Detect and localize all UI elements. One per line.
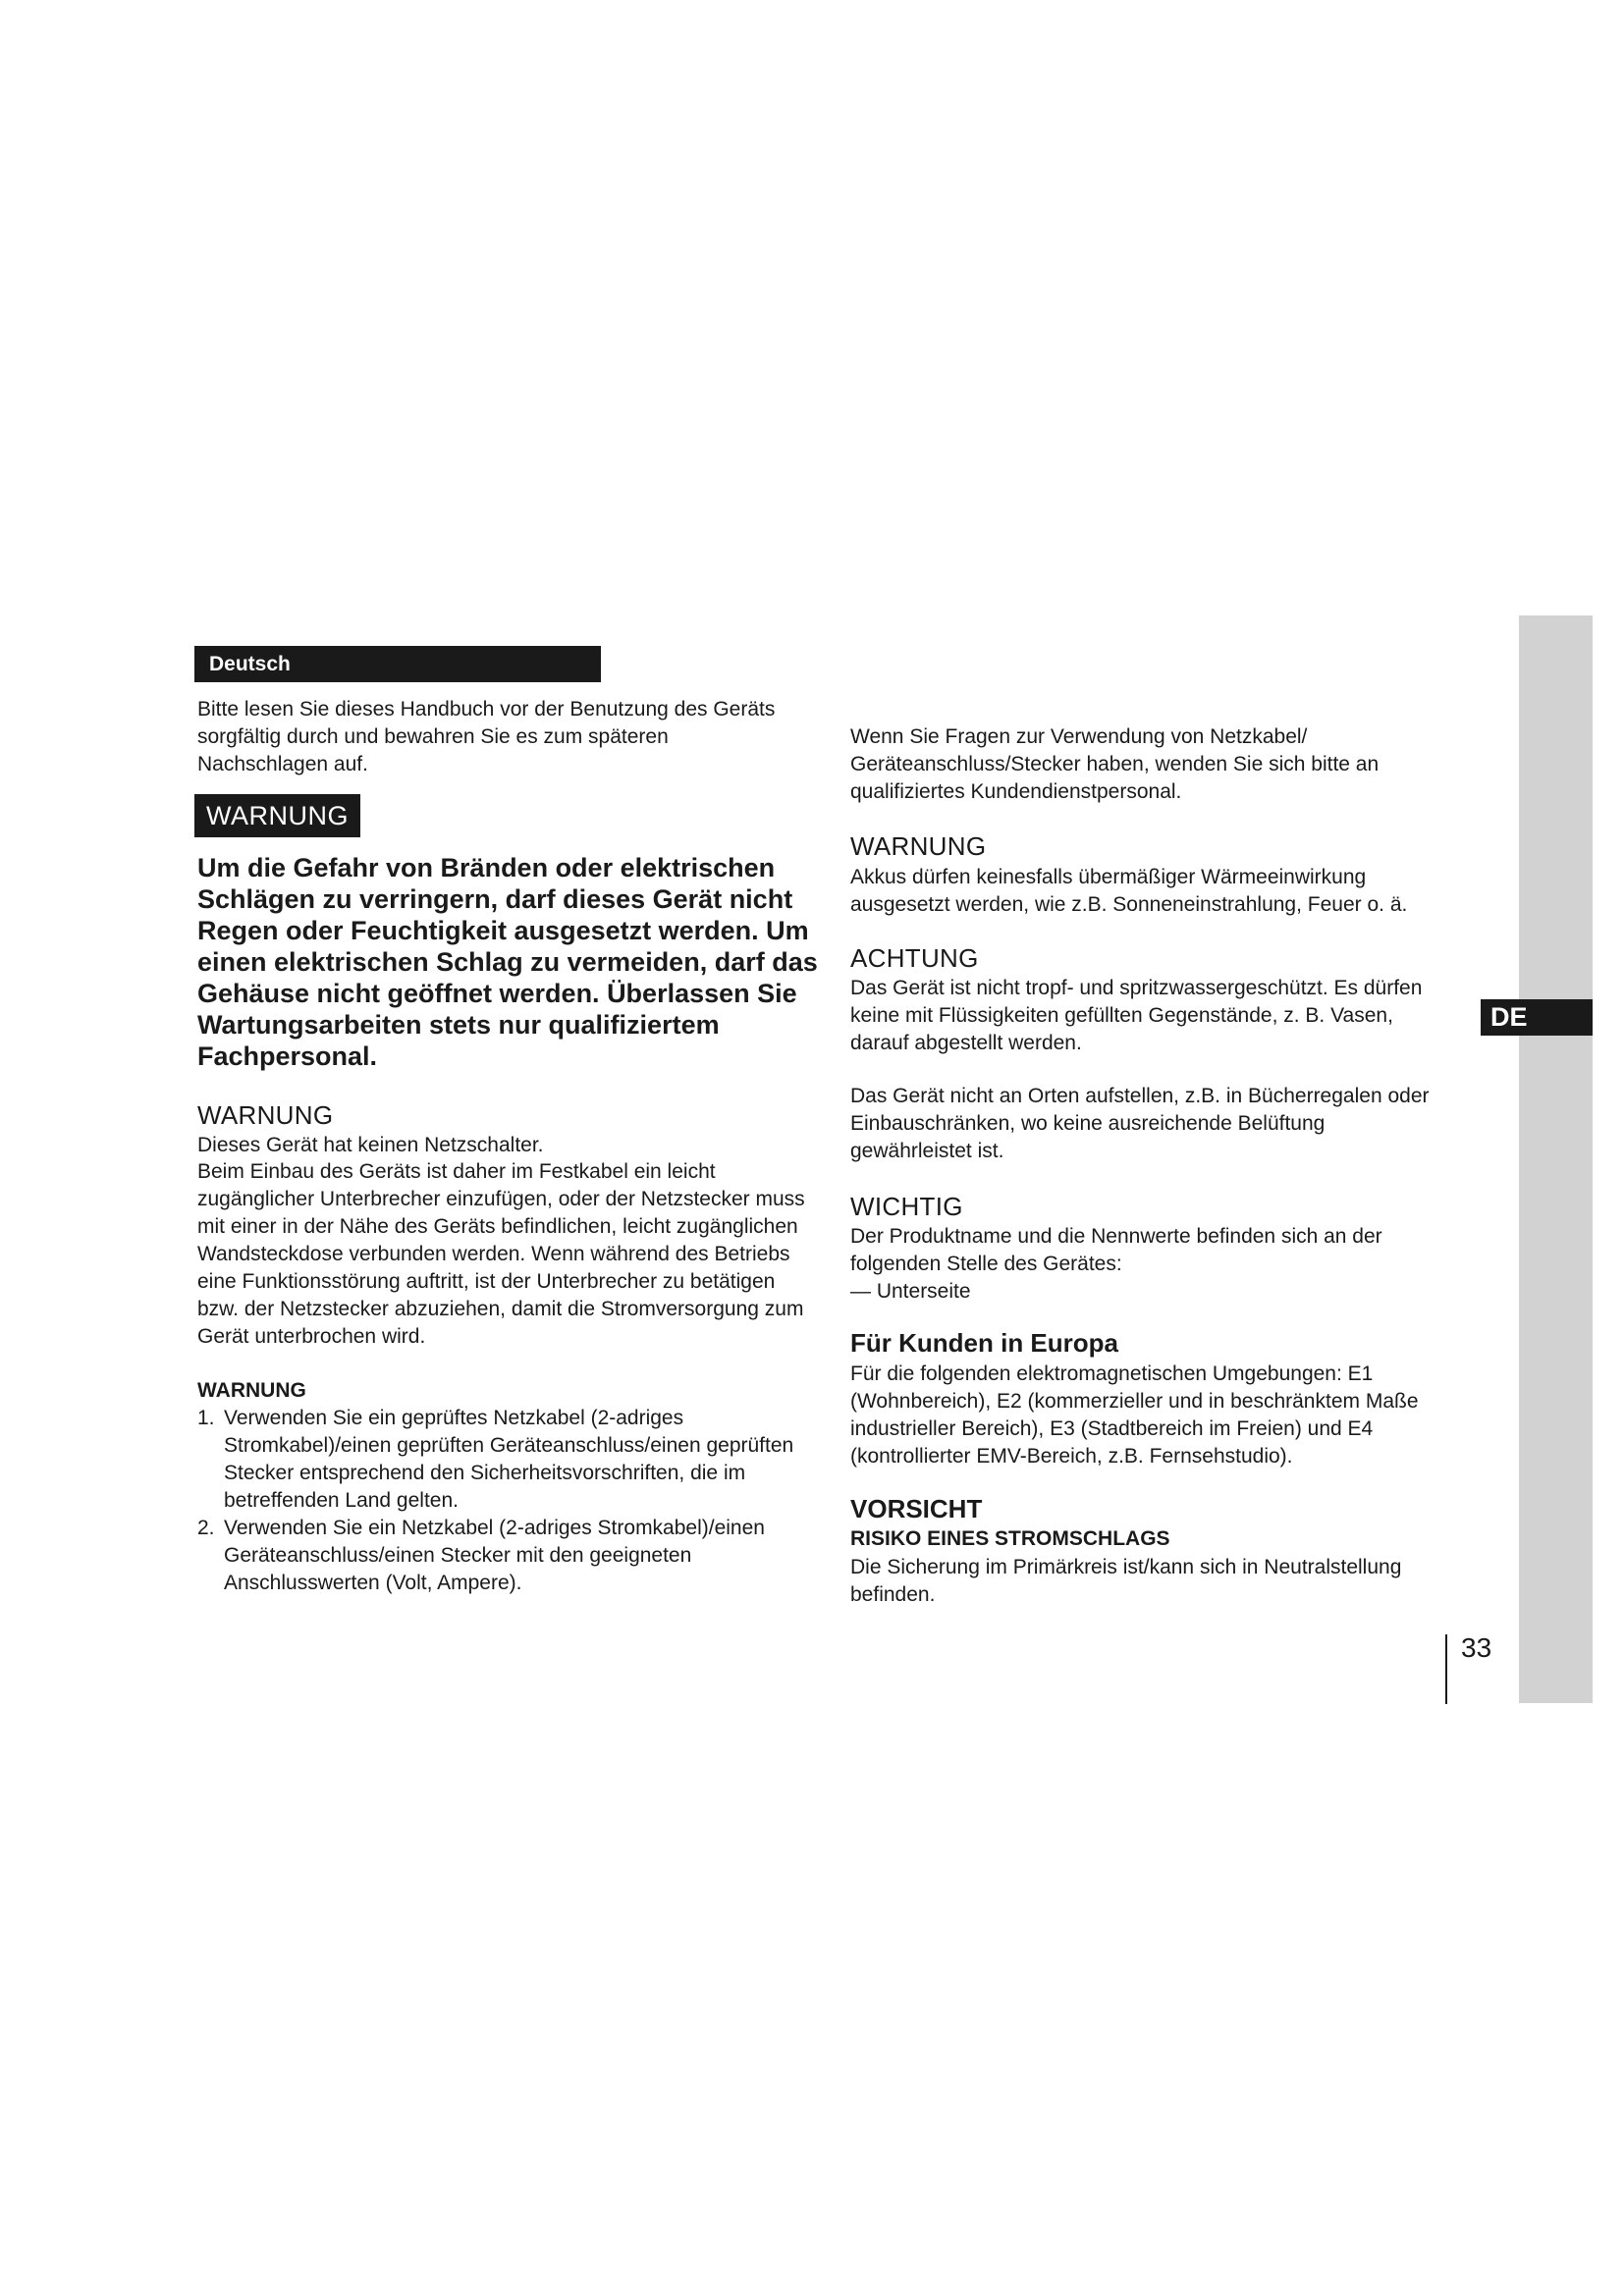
cable-requirements-list [197, 1405, 808, 1597]
page-number: 33 [1461, 1632, 1492, 1663]
side-margin-bar [1519, 615, 1593, 1703]
main-warning-text: Um die Gefahr von Bränden oder elektrischen Schlägen zu verringern, darf dieses Gerät nicht Regen oder Feuchtigkeit ausgesetzt werden. Um einen elektrischen Schlag zu vermeiden, darf das Gehäuse nicht geöffnet werden. Überlassen Sie Wartungsarbeiten stets nur qualifiziertem Fachpersonal. [197, 853, 818, 1071]
caution-text: Das Gerät ist nicht tropf- und spritzwassergeschützt. Es dürfen keine mit Flüssigkeiten gefüllten Gegenstände, z. B. Vasen, darauf abgestellt werden. [850, 977, 1423, 1054]
warning-heading-3: WARNUNG [850, 831, 987, 861]
caution2-heading: VORSICHT [850, 1494, 983, 1523]
language-label: Deutsch [194, 646, 601, 682]
important-heading: WICHTIG [850, 1192, 963, 1221]
important-location: — Unterseite [850, 1280, 971, 1303]
list-item: 1. Verwenden Sie ein geprüftes Netzkabel (2-adriges Stromkabel)/einen geprüften Geräteanschluss/einen geprüften Stecker entsprechend den Sicherheitsvorschriften, die im betreffenden Land gelten. [197, 1407, 794, 1512]
shock-heading: RISIKO EINES STROMSCHLAGS [850, 1527, 1170, 1550]
warning-heading-1: WARNUNG [197, 1100, 334, 1130]
warning-heading-2: WARNUNG [197, 1379, 306, 1402]
shock-text: Die Sicherung im Primärkreis ist/kann sich in Neutralstellung befinden. [850, 1556, 1402, 1606]
warning-badge: WARNUNG [194, 794, 360, 837]
important-text: Der Produktname und die Nennwerte befinden sich an der folgenden Stelle des Gerätes: [850, 1225, 1382, 1275]
europe-heading: Für Kunden in Europa [850, 1328, 1118, 1358]
questions-text: Wenn Sie Fragen zur Verwendung von Netzkabel/ Geräteanschluss/Stecker haben, wenden Sie sich bitte an qualifiziertes Kundendienstpersonal. [850, 725, 1380, 803]
warning-1-body: Beim Einbau des Geräts ist daher im Festkabel ein leicht zugänglicher Unterbrecher einzufügen, oder der Netzstecker muss mit einer in der Nähe des Geräts befindlichen, leicht zugänglichen Wandsteckdose verbunden werden. Wenn während des Betriebs eine Funktionsstörung auftritt, ist der Unterbrecher zu betätigen bzw. der Netzstecker abzuziehen, damit die Stromversorgung zum Gerät unterbrochen wird. [197, 1160, 805, 1348]
placement-text: Das Gerät nicht an Orten aufstellen, z.B. in Bücherregalen oder Einbauschränken, wo keine ausreichende Belüftung gewährleistet ist. [850, 1085, 1430, 1162]
battery-warning-text: Akkus dürfen keinesfalls übermäßiger Wärmeeinwirkung ausgesetzt werden, wie z.B. Sonneneinstrahlung, Feuer o. ä. [850, 866, 1408, 916]
warning-1-line: Dieses Gerät hat keinen Netzschalter. [197, 1134, 544, 1156]
intro-text: Bitte lesen Sie dieses Handbuch vor der Benutzung des Geräts sorgfältig durch und bewahren Sie es zum späteren Nachschlagen auf. [197, 698, 776, 775]
caution-heading: ACHTUNG [850, 943, 979, 973]
europe-text: Für die folgenden elektromagnetischen Umgebungen: E1 (Wohnbereich), E2 (kommerzieller und in beschränktem Maße industrieller Bereich), E3 (Stadtbereich im Freien) und E4 (kontrollierter EMV-Bereich, z.B. Fernsehstudio). [850, 1362, 1419, 1468]
language-tab: DE [1481, 999, 1593, 1036]
page-number-rule [1445, 1634, 1447, 1704]
list-item: 2. Verwenden Sie ein Netzkabel (2-adriges Stromkabel)/einen Geräteanschluss/einen Stecker mit den geeigneten Anschlusswerten (Volt, Ampere). [197, 1517, 765, 1594]
